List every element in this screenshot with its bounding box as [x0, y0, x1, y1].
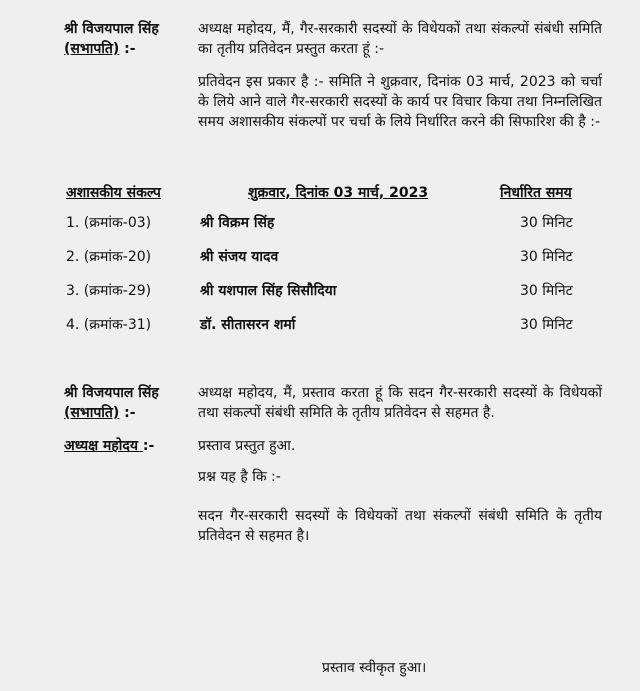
speaker-role: (सभापति)	[64, 405, 120, 421]
motion-adopted-text: प्रस्ताव स्वीकृत हुआ।	[322, 660, 427, 676]
report-presentation-text: अध्यक्ष महोदय, मैं, गैर-सरकारी सदस्यों के विधेयकों तथा संकल्पों संबंधी समिति का तृतीय प्रतिवेदन प्रस्तुत करता हूं :-	[198, 21, 602, 57]
motion-moved-text: प्रस्ताव प्रस्तुत हुआ.	[198, 438, 296, 454]
allotted-time: 30 मिनिट	[520, 249, 573, 265]
report-details-text: प्रतिवेदन इस प्रकार है :- समिति ने शुक्रवार, दिनांक 03 मार्च, 2023 को चर्चा के लिये आने वाले गैर-सरकारी सदस्यों के कार्य पर विचार किया तथा निम्नलिखित समय अशासकीय संकल्पों पर चर्चा के लिये निर्धारित करने की सिफारिश की है :-	[198, 74, 602, 130]
speaker-speaker	[64, 436, 194, 456]
speaker-name: श्री विजयपाल सिंह	[64, 385, 159, 401]
resolution-number: 4. (क्रमांक-31)	[66, 317, 152, 333]
member-name: डॉ. सीतासरन शर्मा	[200, 317, 296, 333]
allotted-time: 30 मिनिट	[520, 215, 573, 231]
resolution-number: 3. (क्रमांक-29)	[66, 283, 152, 299]
speaker-suffix: :-	[142, 438, 155, 454]
allotted-time: 30 मिनिट	[520, 283, 573, 299]
speaker-suffix: :-	[119, 41, 136, 57]
question-text: प्रश्न यह है कि :-	[198, 469, 281, 485]
speaker-chairman-2	[64, 383, 194, 423]
allotted-time: 30 मिनिट	[520, 317, 573, 333]
speaker-role-line	[64, 403, 194, 423]
speaker-chairman-1	[64, 19, 194, 59]
member-name: श्री यशपाल सिंह सिसौदिया	[200, 283, 337, 299]
speaker-role: (सभापति)	[64, 41, 120, 57]
motion-text: अध्यक्ष महोदय, मैं, प्रस्ताव करता हूं कि सदन गैर-सरकारी सदस्यों के विधेयकों तथा संकल्पों संबंधी समिति के तृतीय प्रतिवेदन से सहमत है.	[198, 385, 602, 421]
col-header-resolution: अशासकीय संकल्प	[66, 185, 161, 201]
question-body-text: सदन गैर-सरकारी सदस्यों के विधेयकों तथा संकल्पों संबंधी समिति के तृतीय प्रतिवेदन से सहमत है।	[198, 508, 602, 544]
speaker-name: श्री विजयपाल सिंह	[64, 21, 159, 37]
speaker-name: अध्यक्ष महोदय	[64, 438, 143, 454]
member-name: श्री संजय यादव	[200, 249, 279, 265]
resolution-number: 1. (क्रमांक-03)	[66, 215, 152, 231]
speaker-role-line	[64, 39, 194, 59]
col-header-time: निर्धारित समय	[500, 185, 572, 201]
member-name: श्री विक्रम सिंह	[200, 215, 275, 231]
speaker-suffix: :-	[119, 405, 136, 421]
resolution-number: 2. (क्रमांक-20)	[66, 249, 152, 265]
col-header-date: शुक्रवार, दिनांक 03 मार्च, 2023	[248, 185, 429, 201]
